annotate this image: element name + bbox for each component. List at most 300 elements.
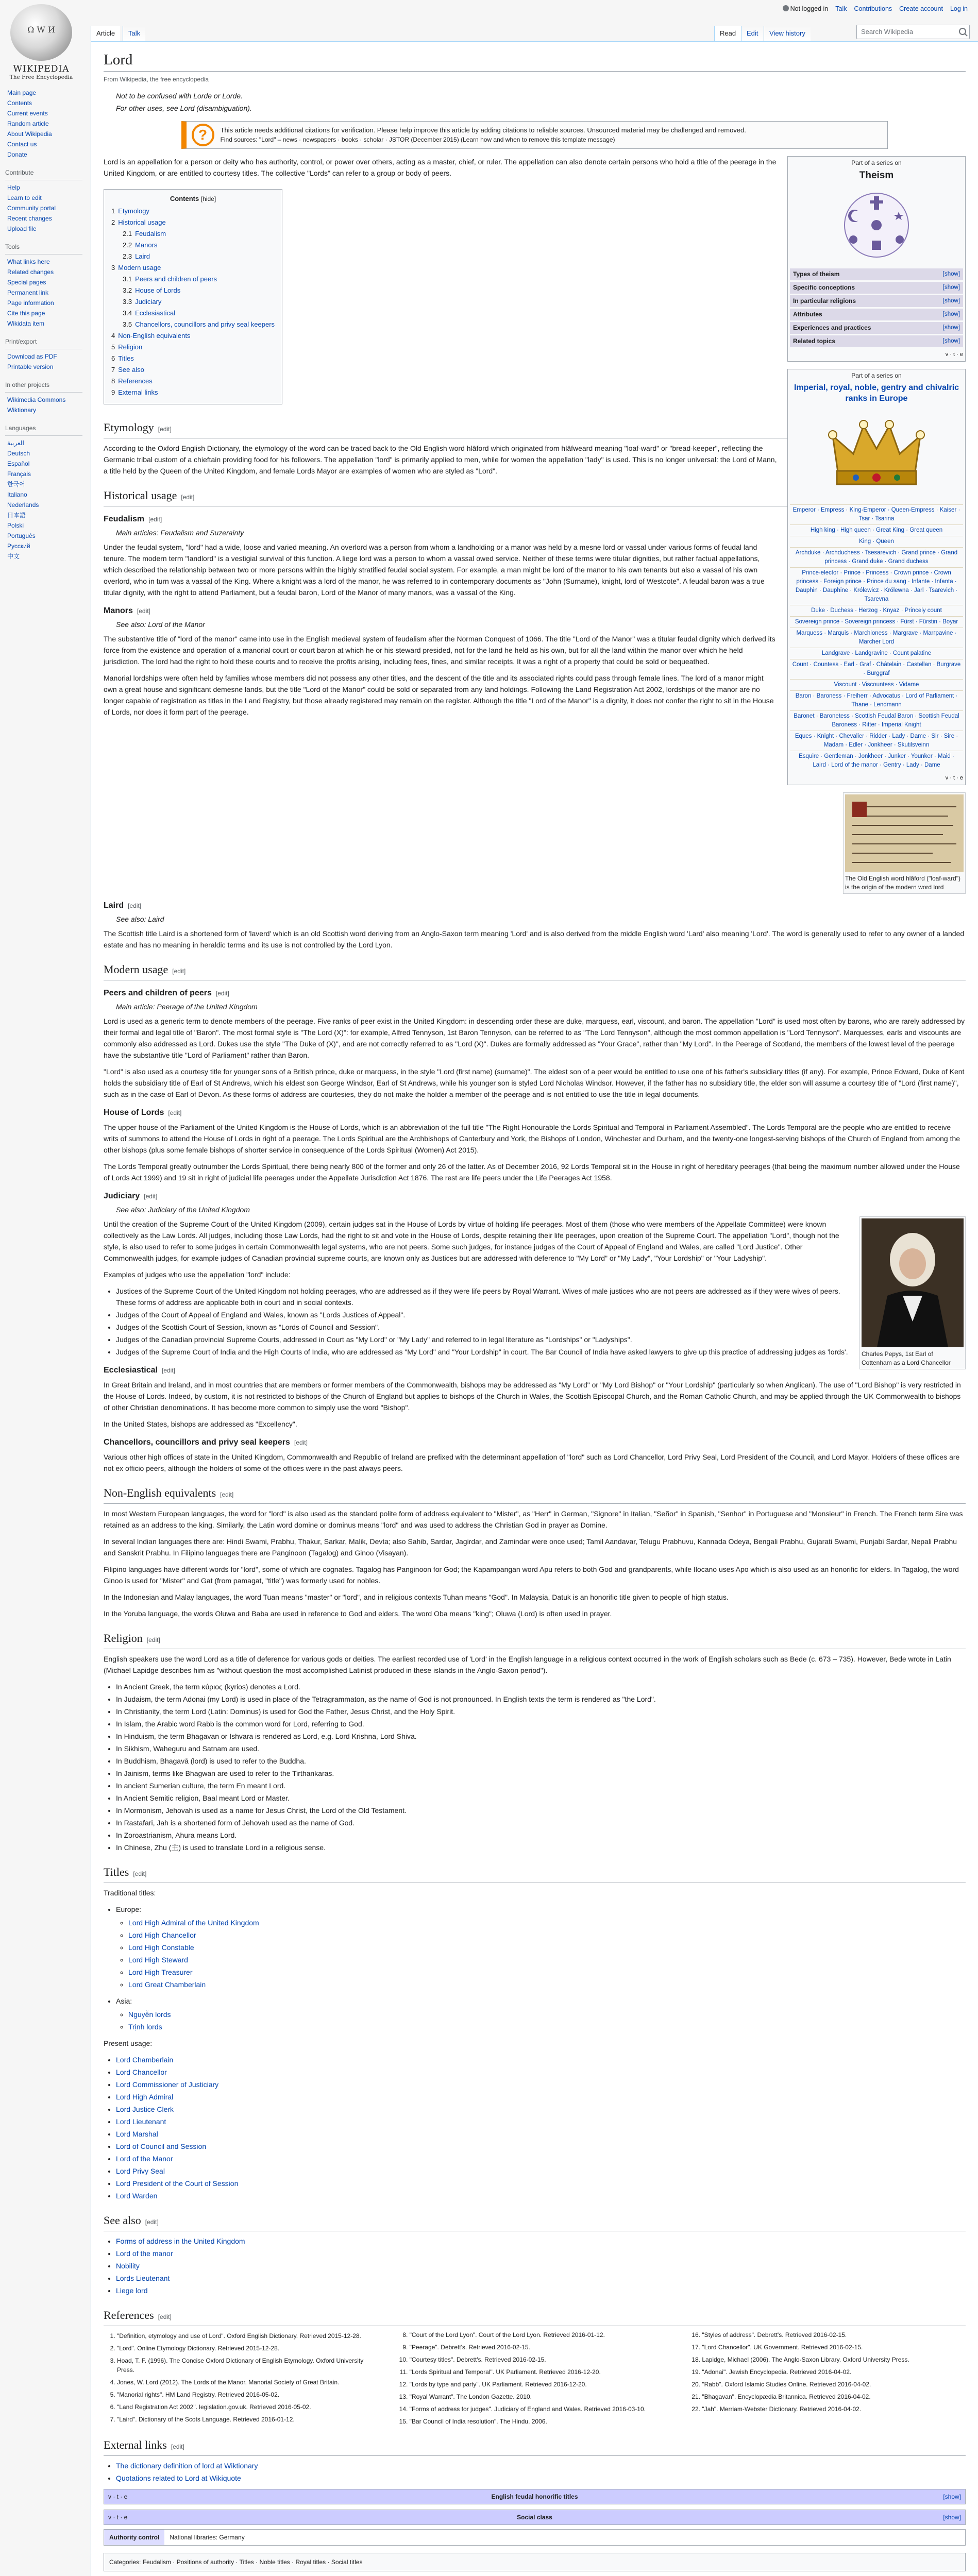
reference-item: 15. "Bar Council of India resolution". The Hindu. 2006. [410, 2417, 673, 2426]
show-toggle[interactable]: [show] [942, 298, 960, 304]
navbox-title-text[interactable]: English feudal honorific titles [491, 2493, 578, 2500]
sidebar-item-link[interactable]: Random article [7, 120, 49, 127]
nav-main [5, 88, 82, 160]
edit-link[interactable]: [edit] [172, 968, 186, 975]
toc-number: 9 [111, 388, 115, 396]
reference-item: 17. "Lord Chancellor". UK Government. Retrieved 2016-02-15. [702, 2343, 966, 2352]
show-toggle[interactable]: [show] [942, 284, 960, 291]
title-item-link[interactable]: Lord of the Manor [116, 2155, 173, 2163]
manors-paragraph-1: The substantive title of "lord of the manor" came into use in the English medieval system of feudalism after the Norman Conquest of 1066. The title "Lord of the Manor" was a titular feudal dignity which derived its force from the existence and operation of a manorial court or court baron at which he or his steward presided, not for the land he held as his own, but for all the land within the manor over which he held jurisdiction. The lord had the right to hold these courts and to receive the profits arising, including fees, fines, and similar receipts. It was a right of a property that could be sold or bequeathed. [104, 635, 775, 666]
title-item-link[interactable]: Lord Justice Clerk [116, 2105, 174, 2113]
sidebar-item [7, 224, 82, 234]
sidebar-item-link[interactable]: Current events [7, 110, 48, 117]
see-also-item-link[interactable]: Liege lord [116, 2286, 148, 2295]
toc-link[interactable]: Ecclesiastical [135, 309, 176, 317]
category-links[interactable]: Categories: Feudalism · Positions of authority · Titles · Noble titles · Royal titles · Social titles [104, 2553, 966, 2571]
toc-number: 2.1 [123, 230, 132, 238]
language-item [7, 438, 82, 448]
title-item-link[interactable]: Lord Chancellor [116, 2068, 167, 2076]
infobox-row[interactable] [790, 309, 963, 320]
judiciary-list-item: • Judges of the Canadian provincial Supreme Courts, addressed in Court as "My Lord" or "My Lady" and referred to in legal literature as "Lordships" or "Ladyships". [116, 1334, 966, 1345]
rank-group[interactable]: Baron · Baroness · Freiherr · Advocatus · Lord of Parliament · Thane · Lendmann [790, 690, 963, 710]
navbox-vte[interactable]: v · t · e [108, 2514, 128, 2521]
title-item [128, 2021, 966, 2032]
toc-subitem[interactable] [123, 240, 275, 250]
toc-item[interactable] [111, 217, 275, 262]
infobox-row[interactable] [790, 268, 963, 280]
reference-item: 1. "Definition, etymology and use of Lord". Oxford English Dictionary. Retrieved 2015-12-28. [117, 2331, 381, 2341]
sidebar-item-link[interactable]: Upload file [7, 225, 37, 232]
nav-contribute-title: Contribute [5, 167, 82, 180]
sidebar-item [7, 139, 82, 149]
sidebar-item-link[interactable]: Wikimedia Commons [7, 396, 66, 403]
toc-link[interactable]: Manors [135, 241, 158, 249]
toc-item[interactable] [111, 331, 275, 341]
edit-link[interactable]: [edit] [148, 516, 162, 523]
edit-link[interactable]: [edit] [161, 1367, 175, 1374]
toc-link[interactable]: Peers and children of peers [135, 275, 217, 283]
logo-wordmark: WIKIPEDIA [13, 64, 70, 74]
sidebar-item-link[interactable]: Printable version [7, 363, 54, 370]
tab-edit[interactable]: Edit [741, 26, 763, 41]
reference-item: 2. "Lord". Online Etymology Dictionary. Retrieved 2015-12-28. [117, 2344, 381, 2353]
see-also-item-link[interactable]: Lords Lieutenant [116, 2274, 170, 2282]
toc-link[interactable]: Non-English equivalents [118, 332, 191, 340]
edit-link[interactable]: [edit] [181, 494, 195, 501]
rank-group[interactable]: Esquire · Gentleman · Jonkheer · Junker · Younker · Maid · Laird · Lord of the manor · Gentry · Lady · Dame [790, 751, 963, 771]
authority-value[interactable]: National libraries: Germany [170, 2534, 245, 2541]
peers-paragraph-2: "Lord" is also used as a courtesy title for younger sons of a British prince, duke or marquess, in the style "Lord (first name) (surname)". The eldest son of a peer would be entitled to use one of his father's subsidiary titles (if any). For example, Prince Edward, Duke of Kent holds the subsidiary title of Earl of St Andrews, which his eldest son George Windsor, Earl of St Andrews, while his younger son is styled Lord Nicholas Windsor. However, if the father has no subsidiary title, the elder son will assume a courtesy title of "Lord (first name)", such as in the case of Earl of Devon. As these forms of address are courtesies, they do not make the holder a member of the peerage and is not entitled to use the title in legal documents. [104, 1067, 965, 1098]
sidebar-item [7, 308, 82, 318]
title-item-link[interactable]: Lord Chamberlain [116, 2056, 174, 2064]
religion-list-item: • In Christianity, the term Lord (Latin: Dominus) is used for God the Father, Jesus Christ, and the Holy Spirit. [116, 1706, 966, 1717]
toc-item[interactable] [111, 206, 275, 216]
manuscript-image[interactable] [845, 794, 964, 872]
ambox-text: This article needs additional citations for verification. Please help improve this article by adding citations to reliable sources. Unsourced material may be challenged and removed. [220, 126, 746, 134]
toc-number: 5 [111, 343, 115, 351]
title-item [116, 2178, 966, 2189]
edit-link[interactable]: [edit] [158, 2313, 172, 2320]
figure-caption: The Old English word hlāford ("loaf-ward") is the origin of the modern word lord [845, 875, 960, 891]
infobox-row-label: Attributes [793, 311, 822, 318]
sidebar-item [7, 108, 82, 118]
language-item-link[interactable]: Polski [7, 522, 24, 529]
toc-item[interactable] [111, 387, 275, 398]
hatnote-confused[interactable]: Not to be confused with Lorde or Lorde. [116, 92, 243, 100]
toc-item[interactable] [111, 365, 275, 375]
religion-list-item: • In Judaism, the term Adonai (my Lord) is used in place of the Tetragrammaton, as the name of God is not pronounced. In English texts the term is rendered as "the Lord". [116, 1693, 966, 1705]
titles-intro: Traditional titles: [104, 1889, 156, 1897]
language-item [7, 520, 82, 531]
navbox-title-text[interactable]: Social class [517, 2514, 552, 2521]
sidebar-item [7, 182, 82, 193]
toc-link[interactable]: Titles [118, 354, 134, 362]
heading-modern-usage: Modern usage [edit] [104, 962, 966, 980]
show-toggle[interactable]: [show] [943, 2493, 961, 2500]
infobox-row[interactable] [790, 282, 963, 294]
hatnote-peerage[interactable]: Main article: Peerage of the United Kingdom [116, 1003, 258, 1011]
talk-link[interactable]: Talk [835, 5, 847, 12]
religion-list-item: • In Jainism, terms like Bhagwan are used to refer to the Tirthankaras. [116, 1768, 966, 1779]
title-item-link[interactable]: Lord High Admiral [116, 2093, 174, 2101]
title-item-link[interactable]: Lord Marshal [116, 2130, 158, 2138]
external-link-item-link[interactable]: Quotations related to Lord at Wikiquote [116, 2474, 241, 2482]
toc-subitem[interactable] [123, 297, 275, 307]
toc-link[interactable]: Etymology [118, 207, 149, 215]
title-item [116, 2116, 966, 2127]
external-link-item-link[interactable]: The dictionary definition of lord at Wiktionary [116, 2462, 258, 2470]
see-also-item-link[interactable]: Nobility [116, 2262, 140, 2270]
hatnote-feudalism[interactable]: Main articles: Feudalism and Suzerainty [116, 529, 244, 537]
toc-link[interactable]: Historical usage [118, 218, 166, 226]
title-item [128, 1942, 966, 1953]
authority-control [104, 2529, 966, 2546]
language-item-link[interactable]: 한국어 [7, 481, 25, 488]
etymology-paragraph: According to the Oxford English Dictionary, the etymology of the word can be traced back to the Old English word hlāford which originated from hlāfweard meaning "loaf-ward" or "bread-keeper", reflecting the Germanic tribal custom of a chieftain providing food for his followers. The appellation "lord" is primarily applied to men, while for women the appellation "lady" is used. This is no longer universal: the Lord of Mann, a title held by the Queen of the United Kingdom, and female Lords Mayor are examples of women who are styled as "Lord". [104, 444, 777, 475]
title-item [116, 2054, 966, 2065]
toc-item[interactable] [111, 263, 275, 330]
infobox-sub: Part of a series on [851, 159, 902, 166]
heading-peers: Peers and children of peers [edit] [104, 989, 229, 997]
toc-number: 6 [111, 354, 115, 362]
titles-europe: • Europe: ◦ Lord High Admiral of the United Kingdom ◦ Lord High Chancellor ◦ Lord High Constable ◦ Lord High Steward ◦ Lord High Treasurer ◦ Lord Great Chamberlain [116, 1904, 966, 1990]
religion-list-item: • In Rastafari, Jah is a shortened form of Jehovah used as the name of God. [116, 1817, 966, 1828]
religion-list-item: • In Islam, the Arabic word Rabb is the common word for Lord, referring to God. [116, 1718, 966, 1730]
toc-link[interactable]: Judiciary [135, 298, 162, 306]
toc-subitem[interactable] [123, 319, 275, 330]
toc-link[interactable]: Chancellors, councillors and privy seal keepers [135, 320, 275, 328]
sidebar-item-link[interactable]: Wikidata item [7, 320, 45, 327]
title-item-link[interactable]: Lord President of the Court of Session [116, 2179, 239, 2188]
infobox-row-label: Related topics [793, 337, 836, 345]
figure-manuscript [843, 792, 966, 894]
show-toggle[interactable]: [show] [942, 311, 960, 317]
edit-link[interactable]: [edit] [146, 1636, 160, 1643]
authority-label[interactable]: Authority control [104, 2530, 164, 2545]
show-toggle[interactable]: [show] [942, 271, 960, 277]
rank-group[interactable]: Eques · Knight · Chevalier · Ridder · Lady · Dame · Sir · Sire · Madam · Edler · Jonkheer · Skutilsveinn [790, 731, 963, 751]
toc-subitem[interactable] [123, 308, 275, 318]
language-item-link[interactable]: 日本語 [7, 512, 26, 519]
language-item [7, 500, 82, 510]
reference-item: 16. "Styles of address". Debrett's. Retrieved 2016-02-15. [702, 2330, 966, 2340]
rank-group[interactable]: Archduke · Archduchess · Tsesarevich · Grand prince · Grand princess · Grand duke · Grand duchess [790, 547, 963, 567]
edit-link[interactable]: [edit] [168, 1109, 182, 1116]
titles-present: Present usage: [104, 2039, 153, 2047]
nonenglish-paragraph-2: In several Indian languages there are: Hindi Swami, Prabhu, Thakur, Sarkar, Malik, Devta; also Sahib, Sardar, Jagirdar, and Zamindar were once used; Tamil Aandavar, Telugu Prabhuvu, Kannada Odeya, Bengali Prabhu, Gujarati Swami, Punjabi Sardar, Nepali Prabhu and Sanskrit Prabhu. In Filipino languages there are Panginoon (Tagalog) and Ginoo (Visayan). [104, 1537, 957, 1557]
rank-group[interactable]: Duke · Duchess · Herzog · Knyaz · Princely count [790, 605, 963, 616]
language-item [7, 469, 82, 479]
rank-group[interactable]: Emperor · Empress · King-Emperor · Queen-Empress · Kaiser · Tsar · Tsarina [790, 504, 963, 524]
sidebar-item-link[interactable]: Community portal [7, 205, 56, 212]
external-link-item [116, 2460, 966, 2471]
search-icon[interactable] [959, 28, 966, 35]
title-item [116, 2066, 966, 2078]
sidebar-item-link[interactable]: Wiktionary [7, 406, 37, 414]
sidebar-item-link[interactable]: Contact us [7, 141, 37, 148]
title-item [116, 2153, 966, 2164]
toc-number: 3.3 [123, 298, 132, 306]
navbox-vte[interactable]: v · t · e [108, 2493, 128, 2500]
language-item-link[interactable]: Deutsch [7, 450, 30, 457]
nav-contribute [5, 167, 82, 234]
edit-link[interactable]: [edit] [158, 426, 172, 433]
language-item-link[interactable]: Português [7, 532, 36, 539]
nonenglish-paragraph-3: Filipino languages have different words for "lord", some of which are cognates. Tagalog has Panginoon for God; the Kapampangan word Apu refers to both God and grandparents, while Ilocano uses Apo which is also used as an honorific for elders. In Tagalog, the word Ginoo is used for "Mister" and Gat (from pamagat, "title") was formerly used for nobles. [104, 1565, 959, 1585]
title-item-link[interactable]: Nguyễn lords [128, 2010, 171, 2019]
infobox-ranks-vte[interactable]: v · t · e [945, 775, 963, 781]
edit-link[interactable]: [edit] [220, 1491, 234, 1498]
toc-subitem[interactable] [123, 229, 275, 239]
navbox [104, 2510, 966, 2525]
title-item-link[interactable]: Lord High Steward [128, 1956, 188, 1964]
reference-item: 13. "Royal Warrant". The London Gazette. 2010. [410, 2392, 673, 2401]
toc-item[interactable] [111, 342, 275, 352]
title-item [116, 2079, 966, 2090]
title-item-link[interactable]: Lord Great Chamberlain [128, 1980, 206, 1989]
peers-paragraph-1: Lord is used as a generic term to denote members of the peerage. Five ranks of peer exist in the United Kingdom: in descending order these are duke, marquess, earl, viscount, and baron. The appellation "Lord" is used most often by barons, who are rarely addressed by their formal and legal title of "Baron". The most formal style is "The Lord (X)": for example, Alfred Tennyson, 1st Baron Tennyson, can be referred to as "The Lord Tennyson", although the most common appellation is "Lord Tennyson". Marquesses, earls and viscounts are commonly also addressed as Lord. Dukes use the style "The Duke of (X)", and are not correctly referred to as "Lord (X)". Dukes are formally addressed as "Your Grace", rather than "My Lord". In the Peerage of Scotland, the members of the lowest level of the peerage have the substantive title "Lord of Parliament" rather than Baron. [104, 1017, 965, 1059]
title-item [128, 2009, 966, 2020]
chancellors-paragraph: Various other high offices of state in the United Kingdom, Commonwealth and Republic of Ireland are prefixed with the determinant appellation of "lord" such as Lord Chancellor, Lord Privy Seal, Lord President of the Council, and Lord Mayor. Holders of these offices are not ex officio peers, although the holders of some of the offices were in the past always peers. [104, 1453, 960, 1472]
see-also-item-link[interactable]: Lord of the manor [116, 2249, 173, 2258]
sidebar-item-link[interactable]: Related changes [7, 268, 54, 276]
title-item-link[interactable]: Lord High Chancellor [128, 1931, 196, 1939]
title-item-link[interactable]: Lord Warden [116, 2192, 158, 2200]
edit-link[interactable]: [edit] [171, 2443, 184, 2450]
infobox-ranks-sub: Part of a series on [851, 372, 902, 379]
title-item [128, 1954, 966, 1965]
nav-languages [5, 422, 82, 562]
sidebar-item [7, 149, 82, 160]
title-item-link[interactable]: Lord High Admiral of the United Kingdom [128, 1919, 259, 1927]
sidebar-item [7, 118, 82, 129]
reference-item: 12. "Lords by type and party". UK Parliament. Retrieved 2016-12-20. [410, 2380, 673, 2389]
sidebar-item-link[interactable]: Donate [7, 151, 27, 158]
edit-link[interactable]: [edit] [145, 2218, 159, 2226]
rank-group[interactable]: High king · High queen · Great King · Great queen [790, 524, 963, 536]
infobox-row-label: Specific conceptions [793, 284, 855, 291]
sidebar-item [7, 98, 82, 108]
tab-talk[interactable]: Talk [123, 26, 145, 41]
title-item-link[interactable]: Lord Lieutenant [116, 2117, 166, 2126]
toc-link[interactable]: House of Lords [135, 286, 181, 294]
judiciary-paragraph-1: Until the creation of the Supreme Court of the United Kingdom (2009), certain judges sat in the House of Lords by virtue of holding life peerages. Most of them (those who were members of the Appellate Committee) were known collectively as the Law Lords. All judges, including those Law Lords, had the right to sit and vote in the House of Lords, despite retaining their life peerages, upon creation of the Supreme Court. The appellation "Lord", though not the style, is also used to refer to some judges in certain Commonwealth legal systems, who are not peers. Some such judges, for instance judges of the Court of Appeal of England and Wales, are called "Lord Justice". Other Commonwealth judges, for example judges of Canadian provincial supreme courts, are known only as Justices but are addressed with deference to "My Lord" or "My Lady", "Your Lordship" or "Your Ladyship". [104, 1220, 839, 1262]
sidebar-item-link[interactable]: Permanent link [7, 289, 49, 296]
figure-judge [859, 1216, 966, 1369]
hatnote-manors[interactable]: See also: Lord of the Manor [116, 620, 205, 629]
infobox-row-label: Experiences and practices [793, 324, 871, 331]
language-item [7, 551, 82, 562]
sidebar-item-link[interactable]: Page information [7, 299, 54, 307]
edit-link[interactable]: [edit] [215, 990, 229, 997]
hatnote-judiciary[interactable]: See also: Judiciary of the United Kingdom [116, 1206, 250, 1214]
rank-group[interactable]: Marquess · Marquis · Marchioness · Margrave · Marграvine · Marcher Lord [790, 628, 963, 648]
religion-list-item: • In Ancient Greek, the term κύριος (kyrios) denotes a Lord. [116, 1681, 966, 1692]
title-item-link[interactable]: Lord Commissioner of Justiciary [116, 2080, 219, 2089]
sidebar-item [7, 298, 82, 308]
nav-languages-title: Languages [5, 422, 82, 436]
toc-link[interactable]: Religion [118, 343, 143, 351]
reference-item: 8. "Court of the Lord Lyon". Court of the Lord Lyon. Retrieved 2016-01-12. [410, 2330, 673, 2340]
sidebar-item-link[interactable]: Special pages [7, 279, 46, 286]
toc-link[interactable]: Laird [135, 252, 150, 260]
toc-number: 3.1 [123, 275, 132, 283]
contributions-link[interactable]: Contributions [854, 5, 892, 12]
lords-paragraph-1: The upper house of the Parliament of the United Kingdom is the House of Lords, which is an abbreviation of the full title "The Right Honourable the Lords Spiritual and Temporal in Parliament Assembled". The Lords Temporal are the people who are entitled to receive writs of summons to attend the House of Lords in right of a peerage. The Lords Spiritual are the Archbishops of Canterbury and York, the Bishops of London, Winchester and Durham, and the twenty-one longest-serving bishops of the Church of England from among the other bishops (plus some female bishops of shorter service in consequence of the Lords Spiritual (Women) Act 2015). [104, 1123, 960, 1154]
tab-history[interactable]: View history [764, 26, 811, 41]
edit-link[interactable]: [edit] [133, 1870, 147, 1877]
title-item-link[interactable]: Lord Privy Seal [116, 2167, 165, 2175]
language-item-link[interactable]: Italiano [7, 491, 27, 498]
toc-number: 8 [111, 377, 115, 385]
toc-link[interactable]: External links [118, 388, 158, 396]
title-item [128, 1917, 966, 1928]
infobox-vte[interactable]: v · t · e [945, 351, 963, 358]
article-content [91, 41, 978, 2576]
hatnote-other-uses[interactable]: For other uses, see Lord (disambiguation). [116, 104, 252, 112]
language-item [7, 479, 82, 489]
citation-needed-box [181, 121, 888, 149]
sidebar-item-link[interactable]: Download as PDF [7, 353, 57, 360]
nav-tools-title: Tools [5, 241, 82, 255]
toc-number: 3.5 [123, 320, 132, 328]
language-item-link[interactable]: Nederlands [7, 501, 39, 509]
title-item-link[interactable]: Trịnh lords [128, 2023, 162, 2031]
nonenglish-paragraph-4: In the Indonesian and Malay languages, the word Tuan means "master" or "lord", and in religious contexts Tuhan means "God". In Malaysia, Datuk is an honorific title given to people of high status. [104, 1593, 729, 1601]
create-account-link[interactable]: Create account [899, 5, 943, 12]
sidebar-item [7, 405, 82, 415]
nonenglish-paragraph-5: In the Yoruba language, the words Oluwa and Baba are used in reference to God and elders. The word Oba means "king"; Oluwa (Lord) is often used in prayer. [104, 1609, 612, 1618]
toc-link[interactable]: Feudalism [135, 230, 166, 238]
religion-list-item: • In Hinduism, the term Bhagavan or Ishvara is rendered as Lord, e.g. Lord Krishna, Lord Shiva. [116, 1731, 966, 1742]
toc-number: 7 [111, 366, 115, 374]
religion-list-item: • In Sikhism, Waheguru and Satnam are used. [116, 1743, 966, 1754]
heading-house-of-lords: House of Lords [edit] [104, 1108, 182, 1117]
heading-feudalism: Feudalism [edit] [104, 515, 162, 523]
title-item-link[interactable]: Lord of Council and Session [116, 2142, 207, 2150]
sidebar-item-link[interactable]: Contents [7, 99, 32, 107]
toc-link[interactable]: References [118, 377, 153, 385]
see-also-item [116, 2235, 966, 2247]
language-item-link[interactable]: Español [7, 460, 30, 467]
heading-see-also: See also [edit] [104, 2213, 966, 2231]
rank-group[interactable]: Sovereign prince · Sovereign princess · Fürst · Fürstin · Boyar [790, 616, 963, 628]
show-toggle[interactable]: [show] [942, 325, 960, 331]
toc-item[interactable] [111, 353, 275, 364]
reference-item: 3. Hoad, T. F. (1996). The Concise Oxford Dictionary of English Etymology. Oxford University Press. [117, 2356, 381, 2375]
title-item [116, 2091, 966, 2103]
title-item-link[interactable]: Lord High Constable [128, 1943, 194, 1952]
heading-religion: Religion [edit] [104, 1631, 966, 1649]
judiciary-list-item: • Judges of the Court of Appeal of England and Wales, known as "Lords Justices of Appeal". [116, 1309, 966, 1320]
rank-group[interactable]: Viscount · Viscountess · Vidame [790, 679, 963, 690]
sidebar-item-link[interactable]: Recent changes [7, 215, 52, 222]
toc-number: 2 [111, 218, 115, 226]
rank-group[interactable]: Prince-elector · Prince · Princess · Crown prince · Crown princess · Foreign prince · Prince du sang · Infante · Infanta · Dauphin · Dauphine · Królewicz · Królewna · Jarl · Tsarevich · Tsarevna [790, 567, 963, 605]
rank-group[interactable]: Baronet · Baronetess · Scottish Feudal Baron · Scottish Feudal Baroness · Ritter · Imperial Knight [790, 710, 963, 731]
rank-group[interactable]: Landgrave · Landgravine · Count palatine [790, 648, 963, 659]
login-link[interactable]: Log in [950, 5, 968, 12]
toc-item[interactable] [111, 376, 275, 386]
navbox-title [104, 2510, 965, 2524]
external-link-item [116, 2472, 966, 2484]
reference-item: 19. "Adonai". Jewish Encyclopedia. Retrieved 2016-04-02. [702, 2367, 966, 2377]
sidebar-item [7, 362, 82, 372]
toc-link[interactable]: See also [118, 366, 144, 374]
language-item-link[interactable]: 中文 [7, 553, 20, 560]
heading-historical-usage: Historical usage [edit] [104, 488, 966, 506]
toc-subitem[interactable] [123, 274, 275, 284]
sidebar-item-link[interactable]: Cite this page [7, 310, 45, 317]
language-item [7, 541, 82, 551]
heading-chancellors: Chancellors, councillors and privy seal keepers [edit] [104, 1438, 308, 1447]
infobox-row[interactable] [790, 295, 963, 307]
language-item-link[interactable]: Русский [7, 543, 30, 550]
infobox-row[interactable] [790, 322, 963, 334]
see-also-item [116, 2248, 966, 2259]
toc-subitem[interactable] [123, 251, 275, 262]
search-input[interactable] [856, 25, 970, 39]
religion-list-item: • In Chinese, Zhu (主) is used to translate Lord in a religious sense. [116, 1842, 966, 1853]
toc-link[interactable]: Modern usage [118, 264, 161, 272]
sidebar-item-link[interactable]: What links here [7, 258, 50, 265]
sidebar-item-link[interactable]: Help [7, 184, 20, 191]
title-item [116, 2190, 966, 2201]
heading-titles: Titles [edit] [104, 1865, 966, 1883]
show-toggle[interactable]: [show] [943, 2514, 961, 2521]
see-also-item-link[interactable]: Forms of address in the United Kingdom [116, 2237, 245, 2245]
edit-link[interactable]: [edit] [144, 1193, 158, 1200]
toc-number: 3 [111, 264, 115, 272]
rank-group[interactable]: Count · Countess · Earl · Graf · Châtelain · Castellan · Burgrave · Burggraf [790, 659, 963, 679]
wikipedia-logo[interactable] [0, 0, 82, 82]
title-item [128, 1929, 966, 1941]
title-item [116, 2104, 966, 2115]
judge-portrait-image[interactable] [862, 1218, 964, 1347]
edit-link[interactable]: [edit] [294, 1439, 308, 1446]
tab-read[interactable]: Read [714, 26, 741, 41]
language-item-link[interactable]: العربية [7, 439, 24, 447]
infobox-title[interactable]: Theism [859, 170, 894, 181]
ambox-date[interactable]: Find sources: "Lord" – news · newspapers · books · scholar · JSTOR (December 2015) (Learn how and when to remove this template message) [220, 136, 615, 143]
infobox-ranks-title[interactable]: Imperial, royal, noble, gentry and chivalric ranks in Europe [794, 383, 959, 403]
edit-link[interactable]: [edit] [128, 902, 142, 909]
site-sub: From Wikipedia, the free encyclopedia [104, 76, 209, 83]
judiciary-list-item: • Judges of the Supreme Court of India and the High Courts of India, who are addressed as "My Lord" and "Your Lordship" in court. The Bar Council of India have asked lawyers to give up this practice of addressing judges as 'lords'. [116, 1346, 966, 1358]
sidebar [5, 88, 82, 569]
user-icon [783, 5, 789, 11]
sidebar-item-link[interactable]: About Wikipedia [7, 130, 52, 138]
hatnote-laird[interactable]: See also: Laird [116, 915, 164, 923]
toc-subitem[interactable] [123, 285, 275, 296]
top-bar [0, 0, 978, 21]
reference-item: 14. "Forms of address for judges". Judiciary of England and Wales. Retrieved 2016-03-10. [410, 2404, 673, 2414]
reference-item: 5. "Manorial rights". HM Land Registry. Retrieved 2016-05-02. [117, 2390, 381, 2399]
show-toggle[interactable]: [show] [942, 338, 960, 344]
infobox-row[interactable] [790, 335, 963, 347]
edit-link[interactable]: [edit] [137, 607, 150, 615]
sidebar-item [7, 193, 82, 203]
rank-group[interactable]: King · Queen [790, 536, 963, 547]
language-item-link[interactable]: Français [7, 470, 31, 478]
sidebar-item-link[interactable]: Main page [7, 89, 37, 96]
title-item-link[interactable]: Lord High Treasurer [128, 1968, 193, 1976]
language-item [7, 531, 82, 541]
tab-article[interactable]: Article [91, 26, 120, 41]
sidebar-item-link[interactable]: Learn to edit [7, 194, 42, 201]
toc-hide-toggle[interactable]: [hide] [200, 195, 216, 202]
lead-paragraph: Lord is an appellation for a person or deity who has authority, control, or power over others, acting as a master, chief, or ruler. The appellation can also denote certain persons who hold a title of the peerage in the United Kingdom, or are entitled to courtesy titles. The collective "Lords" can refer to a group or body of peers. [104, 158, 777, 177]
